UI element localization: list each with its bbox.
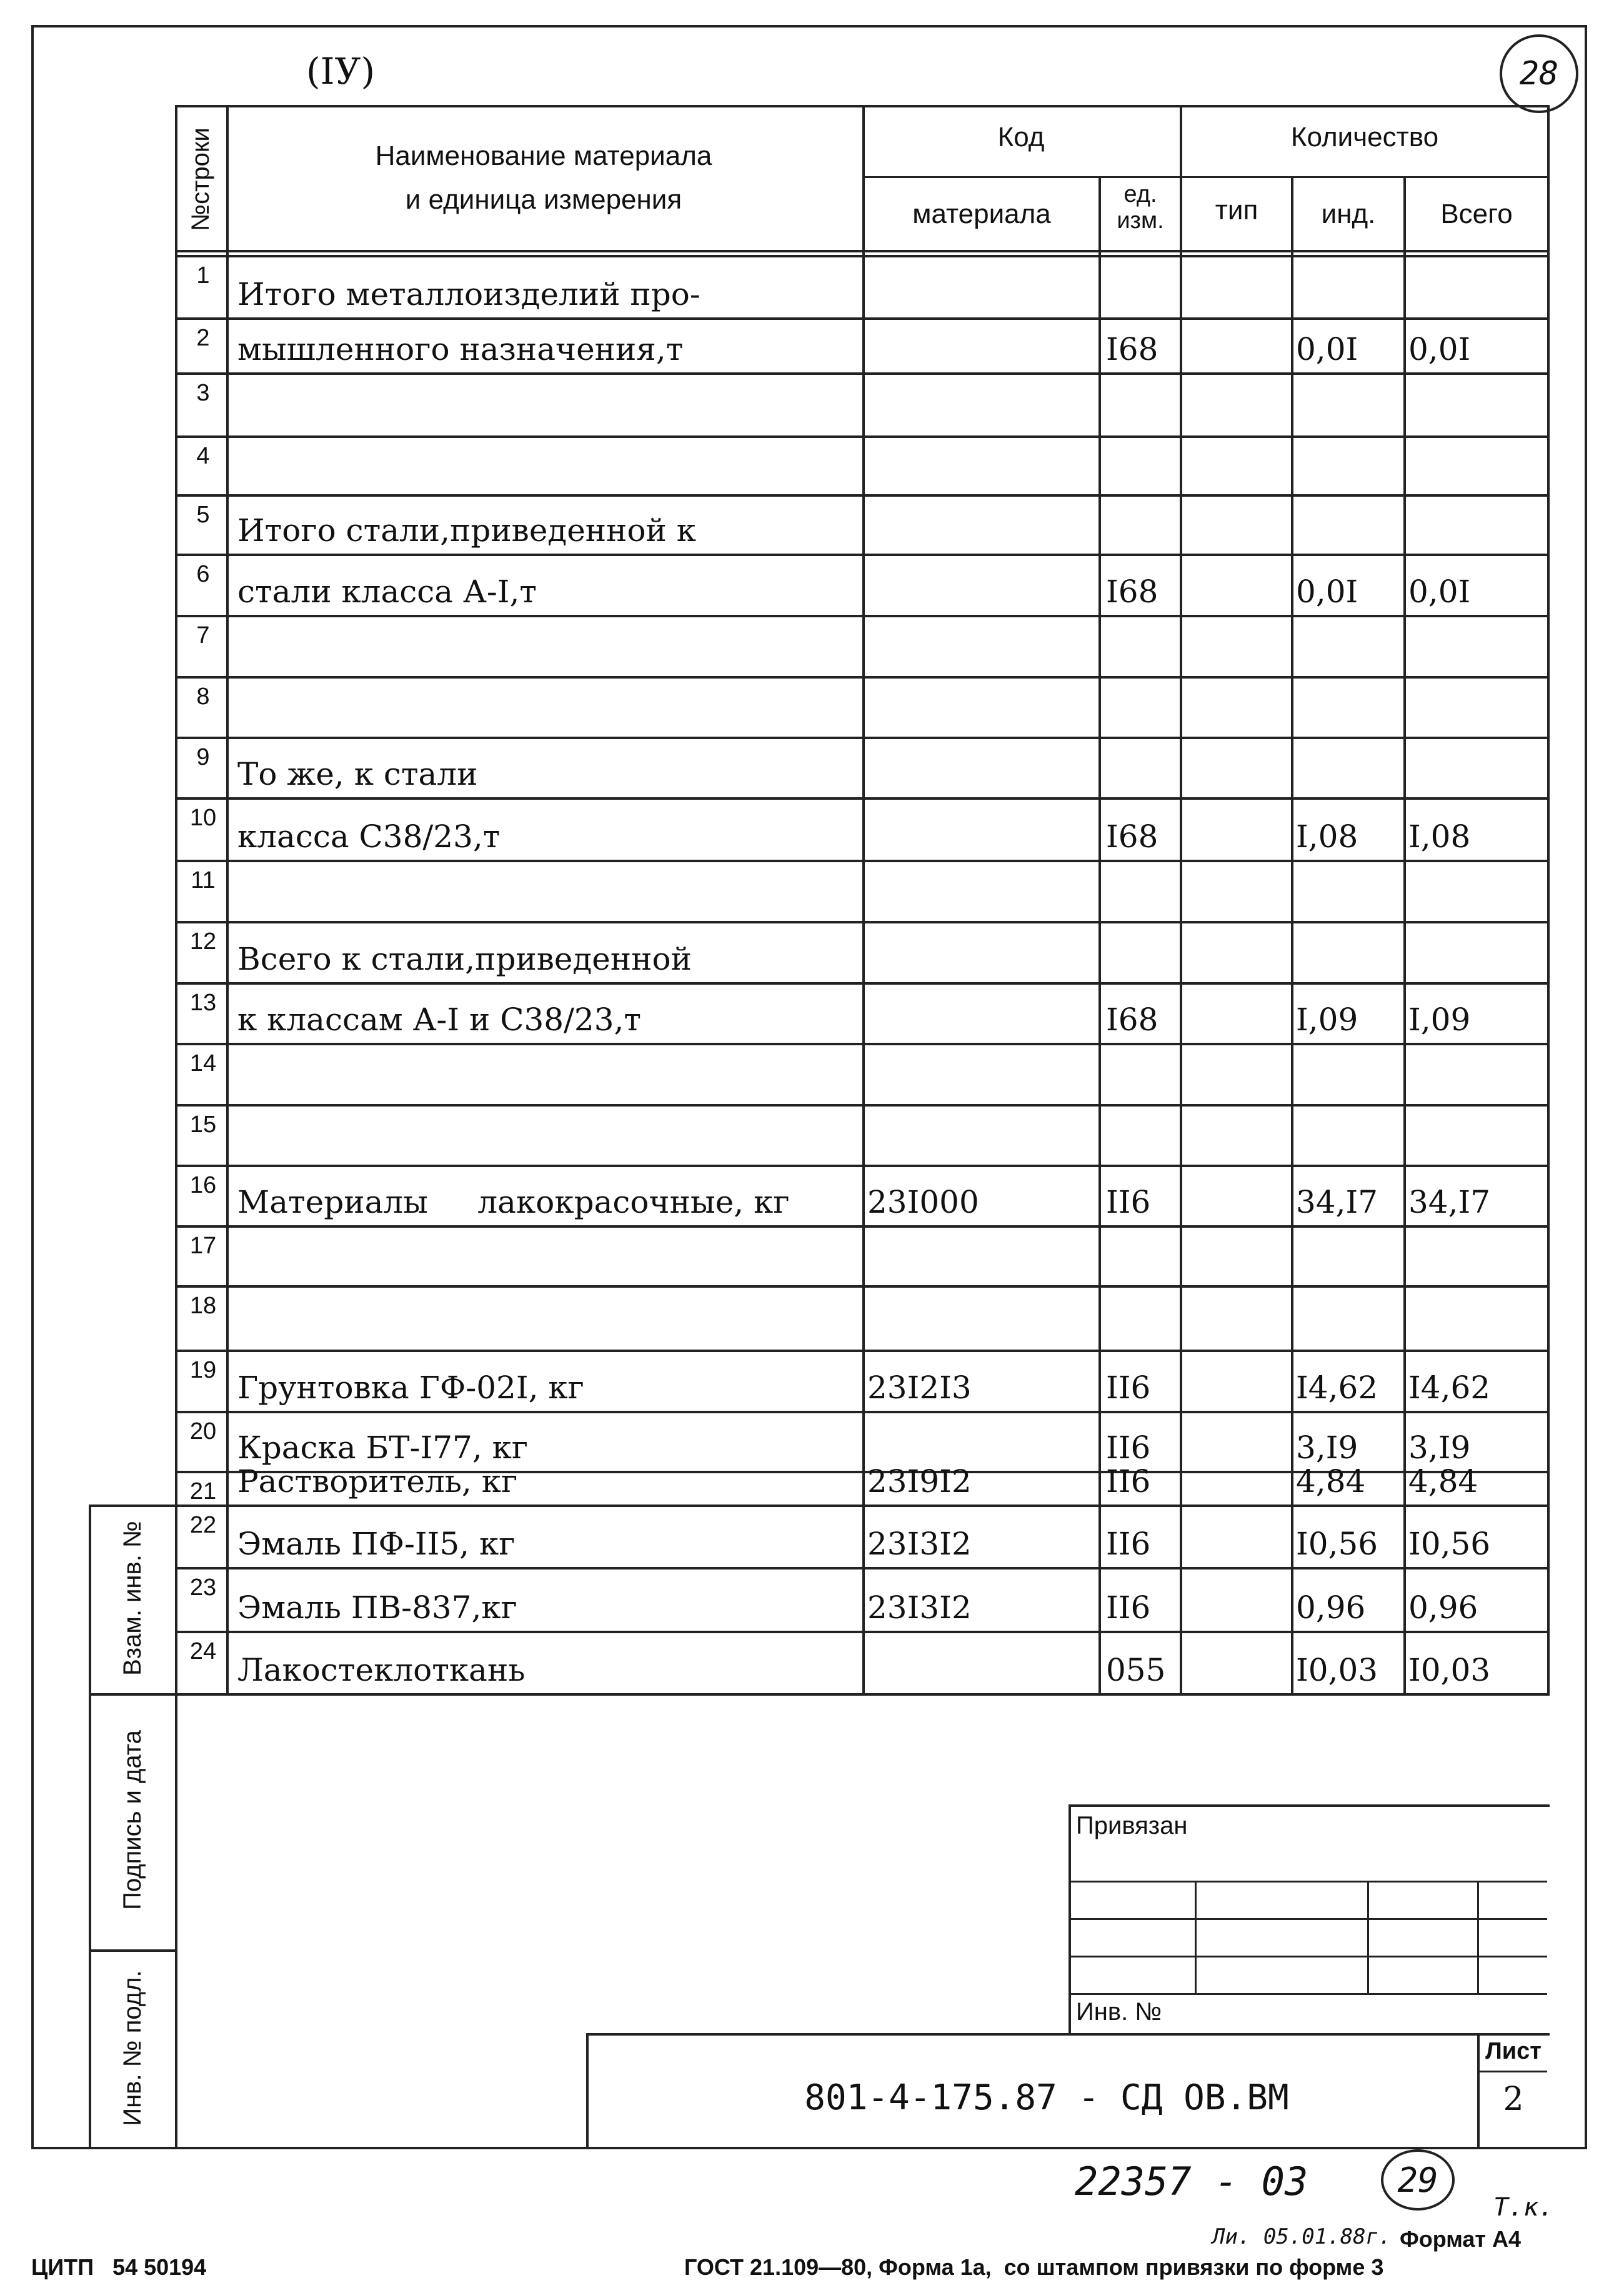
row-total: 3,I9 <box>1408 1430 1471 1466</box>
handwritten-number: 22357 - 03 <box>1075 2159 1308 2204</box>
row-total: 0,96 <box>1408 1589 1478 1626</box>
row-total: I4,62 <box>1408 1370 1491 1406</box>
row-name: Итого металлоизделий про- <box>237 276 700 312</box>
row-unit: II6 <box>1106 1526 1151 1562</box>
row-number: 18 <box>189 1293 217 1319</box>
row-unit: I68 <box>1106 1002 1158 1038</box>
row-name: Грунтовка ГФ-02I, кг <box>237 1370 584 1406</box>
footer-left: ЦИТП 54 50194 <box>31 2254 207 2280</box>
row-number: 3 <box>196 380 210 406</box>
row-name: То же, к стали <box>237 756 478 792</box>
row-number: 2 <box>196 325 210 351</box>
row-name: мышленного назначения,т <box>237 331 684 367</box>
side-stamp-vzam: Взам. инв. № <box>119 1521 146 1676</box>
header-quantity-total: Всего <box>1440 199 1513 229</box>
row-ind: I4,62 <box>1296 1370 1378 1406</box>
stamp-list-label: Лист <box>1485 2038 1542 2064</box>
row-number: 17 <box>189 1233 217 1259</box>
row-code: 23I000 <box>867 1184 979 1220</box>
row-number: 5 <box>196 502 210 528</box>
sheet-number: 28 <box>1519 55 1559 92</box>
handwritten-mark: Т.к. <box>1493 2193 1554 2222</box>
row-number: 6 <box>196 561 210 587</box>
row-name: Краска БТ-I77, кг <box>237 1430 529 1466</box>
row-number: 14 <box>189 1050 217 1077</box>
header-row-number: №строки <box>187 127 214 231</box>
row-name: Материалы лакокрасочные, кг <box>237 1184 790 1220</box>
row-total: 34,I7 <box>1408 1184 1491 1220</box>
row-name: Эмаль ПФ-II5, кг <box>237 1526 516 1562</box>
header-quantity-ind: инд. <box>1321 199 1376 229</box>
header-quantity-type: тип <box>1215 195 1258 226</box>
stamp-privyazan: Привязан <box>1076 1812 1188 1839</box>
row-total: I0,56 <box>1408 1526 1491 1562</box>
row-total: I0,03 <box>1408 1652 1491 1688</box>
row-number: 13 <box>189 990 217 1016</box>
header-quantity: Количество <box>1290 122 1439 152</box>
row-name: Эмаль ПВ-837,кг <box>237 1589 517 1626</box>
row-ind: I0,56 <box>1296 1526 1378 1562</box>
row-number: 1 <box>196 262 210 289</box>
row-number: 7 <box>196 622 210 649</box>
format-label: Формат А4 <box>1400 2226 1522 2252</box>
row-code: 23I3I2 <box>867 1589 972 1626</box>
row-name: Лакостеклоткань <box>237 1652 526 1688</box>
row-ind: 4,84 <box>1296 1463 1366 1500</box>
row-number: 15 <box>189 1112 217 1138</box>
row-ind: I,08 <box>1296 818 1358 855</box>
row-unit: II6 <box>1106 1589 1151 1626</box>
row-ind: 0,0I <box>1296 331 1358 367</box>
handwritten-circle <box>1381 2149 1455 2211</box>
row-ind: 0,0I <box>1296 574 1358 610</box>
row-ind: I,09 <box>1296 1002 1358 1038</box>
row-unit: II6 <box>1106 1463 1151 1500</box>
stamp-designation: 801-4-175.87 - СД ОВ.ВМ <box>804 2077 1289 2118</box>
row-number: 21 <box>189 1478 217 1505</box>
row-unit: 055 <box>1106 1652 1166 1688</box>
row-unit: II6 <box>1106 1370 1151 1406</box>
stamp-list-number: 2 <box>1503 2081 1524 2118</box>
side-stamp-inv-podl: Инв. № подл. <box>119 1970 146 2126</box>
header-code-material: материала <box>912 199 1051 229</box>
side-stamp-podpis: Подпись и дата <box>119 1730 146 1910</box>
row-total: 4,84 <box>1408 1463 1478 1500</box>
row-unit: II6 <box>1106 1430 1151 1466</box>
row-number: 4 <box>196 443 210 469</box>
row-number: 9 <box>196 744 210 770</box>
row-name: Растворитель, кг <box>237 1463 518 1500</box>
row-name: класса С38/23,т <box>237 818 501 855</box>
row-number: 16 <box>189 1172 217 1198</box>
header-name-line2: и единица измерения <box>405 184 682 215</box>
section-label: (IУ) <box>306 50 376 92</box>
row-name: Всего к стали,приведенной <box>237 941 692 977</box>
row-name: к классам А-I и С38/23,т <box>237 1002 642 1038</box>
row-code: 23I2I3 <box>867 1370 972 1406</box>
footer-right: ГОСТ 21.109—80, Форма 1а, со штампом привязки по форме 3 <box>684 2254 1384 2280</box>
row-ind: I0,03 <box>1296 1652 1378 1688</box>
handwritten-circle-number: 29 <box>1397 2160 1438 2200</box>
row-total: I,09 <box>1408 1002 1471 1038</box>
row-number: 11 <box>191 867 216 893</box>
row-code: 23I9I2 <box>867 1463 972 1500</box>
row-number: 12 <box>189 928 217 955</box>
row-name: стали класса А-I,т <box>237 574 537 610</box>
row-unit: I68 <box>1106 331 1158 367</box>
row-ind: 34,I7 <box>1296 1184 1378 1220</box>
row-total: I,08 <box>1408 818 1471 855</box>
row-total: 0,0I <box>1408 331 1471 367</box>
row-number: 19 <box>189 1357 217 1383</box>
row-ind: 3,I9 <box>1296 1430 1358 1466</box>
row-name: Итого стали,приведенной к <box>237 512 697 549</box>
row-number: 24 <box>189 1638 217 1664</box>
row-total: 0,0I <box>1408 574 1471 610</box>
header-name-line1: Наименование материала <box>375 141 712 171</box>
handwritten-signature: Ли. 05.01.88г. <box>1212 2224 1392 2249</box>
header-code-unit: ед. изм. <box>1117 181 1164 234</box>
row-ind: 0,96 <box>1296 1589 1366 1626</box>
row-unit: I68 <box>1106 818 1158 855</box>
row-number: 8 <box>196 684 210 710</box>
row-number: 22 <box>189 1512 217 1538</box>
row-number: 10 <box>189 805 217 831</box>
row-number: 20 <box>189 1418 217 1445</box>
stamp-inv-no: Инв. № <box>1076 1998 1162 2026</box>
row-unit: I68 <box>1106 574 1158 610</box>
sheet-number-circle <box>1500 34 1578 113</box>
row-unit: II6 <box>1106 1184 1151 1220</box>
row-code: 23I3I2 <box>867 1526 972 1562</box>
row-number: 23 <box>189 1574 217 1601</box>
header-code: Код <box>997 122 1045 152</box>
